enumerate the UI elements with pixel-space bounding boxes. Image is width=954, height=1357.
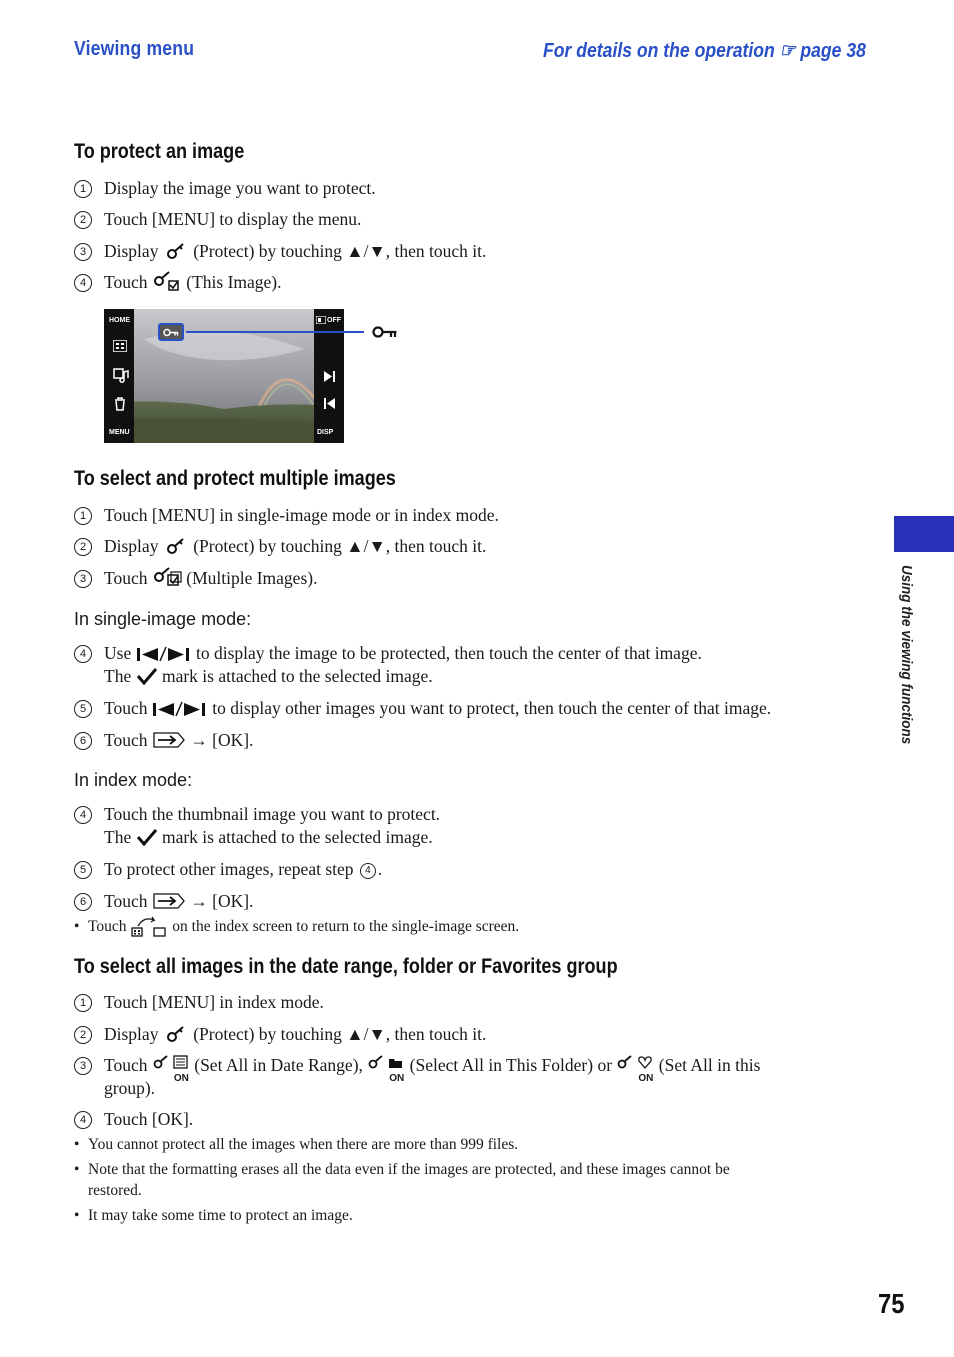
protect-all-date-range-icon <box>152 1055 190 1084</box>
step <box>74 535 486 558</box>
step-reference: 4 <box>360 863 376 879</box>
step <box>74 803 440 826</box>
index-to-single-icon <box>130 916 168 938</box>
on-label: ON <box>389 1073 405 1084</box>
note-text: It may take some time to protect an image. <box>88 1207 353 1224</box>
header-reference <box>543 38 866 63</box>
step-number: 3 <box>74 1057 92 1075</box>
step-text: (This Image). <box>186 272 282 292</box>
display-mode-icon <box>316 316 326 324</box>
step-number: 4 <box>74 274 92 292</box>
step <box>74 991 324 1014</box>
disp-button[interactable]: DISP <box>317 429 334 436</box>
step-text: Touch the thumbnail image you want to protect. <box>104 804 441 824</box>
chapter-tab <box>894 516 954 552</box>
step-text: Use <box>104 643 132 663</box>
step-text: (Protect) by touching ▲/▼, then touch it. <box>193 1024 487 1044</box>
step-number: 6 <box>74 732 92 750</box>
step-number: 5 <box>74 861 92 879</box>
step-text: (Set All in Date Range), <box>194 1055 363 1075</box>
right-toolbar <box>314 309 344 443</box>
step-continuation <box>74 665 433 688</box>
step-text: group). <box>104 1078 156 1098</box>
step <box>74 504 499 527</box>
prev-next-icon <box>136 646 192 662</box>
step-text: Display <box>104 536 159 556</box>
section-title-multiple-images: To select and protect multiple images <box>74 467 396 490</box>
step-number: 1 <box>74 180 92 198</box>
step-continuation <box>74 1077 155 1100</box>
protect-this-image-icon <box>152 271 182 291</box>
callout-line <box>186 331 364 333</box>
note: • Note that the formatting erases all the data even if the images are protected, and these images cannot be <box>74 1161 730 1178</box>
menu-button[interactable]: MENU <box>109 429 130 436</box>
protect-key-icon <box>163 242 189 260</box>
step-text: Touch <box>104 1055 148 1075</box>
step <box>74 729 253 752</box>
step-number: 4 <box>74 1111 92 1129</box>
step <box>74 642 702 665</box>
home-button[interactable]: HOME <box>109 317 130 324</box>
step-text: → [OK]. <box>190 730 254 750</box>
step-text: The <box>104 827 132 847</box>
note: • You cannot protect all the images when there are more than 999 files. <box>74 1136 519 1153</box>
step-text: Display the image you want to protect. <box>104 178 376 198</box>
note-continuation <box>74 1180 142 1201</box>
step-text: Touch [MENU] in index mode. <box>104 992 324 1012</box>
enter-arrow-button-icon <box>152 731 186 749</box>
step-text: To protect other images, repeat step <box>104 859 354 879</box>
pointing-hand-icon: ☞ <box>779 40 796 62</box>
step-text: The <box>104 666 132 686</box>
step-text: to display the image to be protected, then touch the center of that image. <box>195 643 702 663</box>
chapter-tab-label: Using the viewing functions <box>898 565 915 745</box>
step-number: 2 <box>74 211 92 229</box>
step-text: to display other images you want to protect, then touch the center of that image. <box>212 698 772 718</box>
step <box>74 697 771 720</box>
step-number: 2 <box>74 538 92 556</box>
on-label: ON <box>638 1073 654 1084</box>
step-text: Touch <box>104 730 148 750</box>
step-number: 2 <box>74 1026 92 1044</box>
index-mode-label: In index mode: <box>74 770 193 790</box>
note-text: restored. <box>88 1182 142 1199</box>
protect-indicator-highlight <box>158 323 184 341</box>
step-number: 4 <box>74 806 92 824</box>
step-text: mark is attached to the selected image. <box>161 827 433 847</box>
step-number: 4 <box>74 645 92 663</box>
step-text: Touch <box>104 272 148 292</box>
step-text: (Protect) by touching ▲/▼, then touch it. <box>193 536 487 556</box>
step-text: Touch <box>104 568 148 588</box>
step-text: Touch <box>104 891 148 911</box>
step <box>74 1023 486 1046</box>
on-label: ON <box>173 1073 189 1084</box>
step-text: (Protect) by touching ▲/▼, then touch it. <box>193 241 487 261</box>
camera-screen-image <box>104 309 344 443</box>
note: • It may take some time to protect an image. <box>74 1207 353 1224</box>
step-number: 3 <box>74 570 92 588</box>
protect-key-icon <box>163 537 189 555</box>
section-title-select-all: To select all images in the date range, folder or Favorites group <box>74 955 618 978</box>
display-off-button[interactable] <box>316 316 341 324</box>
protect-all-folder-icon <box>367 1055 405 1084</box>
step <box>74 177 376 200</box>
step-text: Display <box>104 241 159 261</box>
step <box>74 858 382 881</box>
protect-key-callout-icon <box>372 325 398 339</box>
note-text: You cannot protect all the images when there are more than 999 files. <box>88 1136 519 1153</box>
step-text: . <box>377 859 383 879</box>
checkmark-icon <box>136 667 158 685</box>
step <box>74 567 317 590</box>
enter-arrow-button-icon <box>152 892 186 910</box>
checkmark-icon <box>136 828 158 846</box>
step-number: 6 <box>74 893 92 911</box>
previous-image-icon[interactable] <box>324 398 335 409</box>
step <box>74 208 361 231</box>
next-image-icon[interactable] <box>324 371 335 382</box>
note-text: Note that the formatting erases all the data even if the images are protected, and these images cannot be <box>88 1161 730 1178</box>
off-label: OFF <box>327 316 341 324</box>
delete-trash-icon[interactable] <box>114 397 126 411</box>
landscape-photo <box>104 309 344 443</box>
protect-all-favorites-icon <box>616 1055 654 1084</box>
step <box>74 1054 761 1084</box>
step-number: 1 <box>74 507 92 525</box>
step-text: Touch [MENU] to display the menu. <box>104 209 362 229</box>
header-reference-text: For details on the operation <box>543 40 775 62</box>
section-title-protect-image: To protect an image <box>74 140 245 163</box>
step-number: 3 <box>74 243 92 261</box>
step-number: 5 <box>74 700 92 718</box>
step-text: (Set All in this <box>658 1055 761 1075</box>
protect-key-icon <box>163 1025 189 1043</box>
page-number: 75 <box>878 1288 905 1319</box>
left-toolbar <box>104 309 134 443</box>
step-text: Touch [OK]. <box>104 1109 194 1129</box>
step-number: 1 <box>74 994 92 1012</box>
prev-next-icon <box>152 701 208 717</box>
step-text: (Multiple Images). <box>186 568 318 588</box>
step-text: → [OK]. <box>190 891 254 911</box>
note: • Touch on the index screen to return to the single-image screen. <box>74 916 519 938</box>
single-image-mode-label: In single-image mode: <box>74 609 252 629</box>
note-text: on the index screen to return to the single-image screen. <box>172 918 520 935</box>
step-continuation <box>74 826 433 849</box>
step <box>74 271 282 294</box>
step-text: (Select All in This Folder) or <box>409 1055 613 1075</box>
slideshow-music-icon[interactable] <box>113 367 129 383</box>
step-text: Touch <box>104 698 148 718</box>
note-text: Touch <box>88 918 127 935</box>
step-text: mark is attached to the selected image. <box>161 666 433 686</box>
step <box>74 240 486 263</box>
header-reference-page: page 38 <box>800 40 866 62</box>
index-view-icon[interactable] <box>113 340 127 352</box>
step-text: Display <box>104 1024 159 1044</box>
step <box>74 1108 193 1131</box>
step <box>74 890 253 913</box>
step-text: Touch [MENU] in single-image mode or in index mode. <box>104 505 499 525</box>
header-section-title: Viewing menu <box>74 38 195 60</box>
protect-indicator-icon <box>163 328 179 337</box>
protect-multiple-images-icon <box>152 567 182 587</box>
